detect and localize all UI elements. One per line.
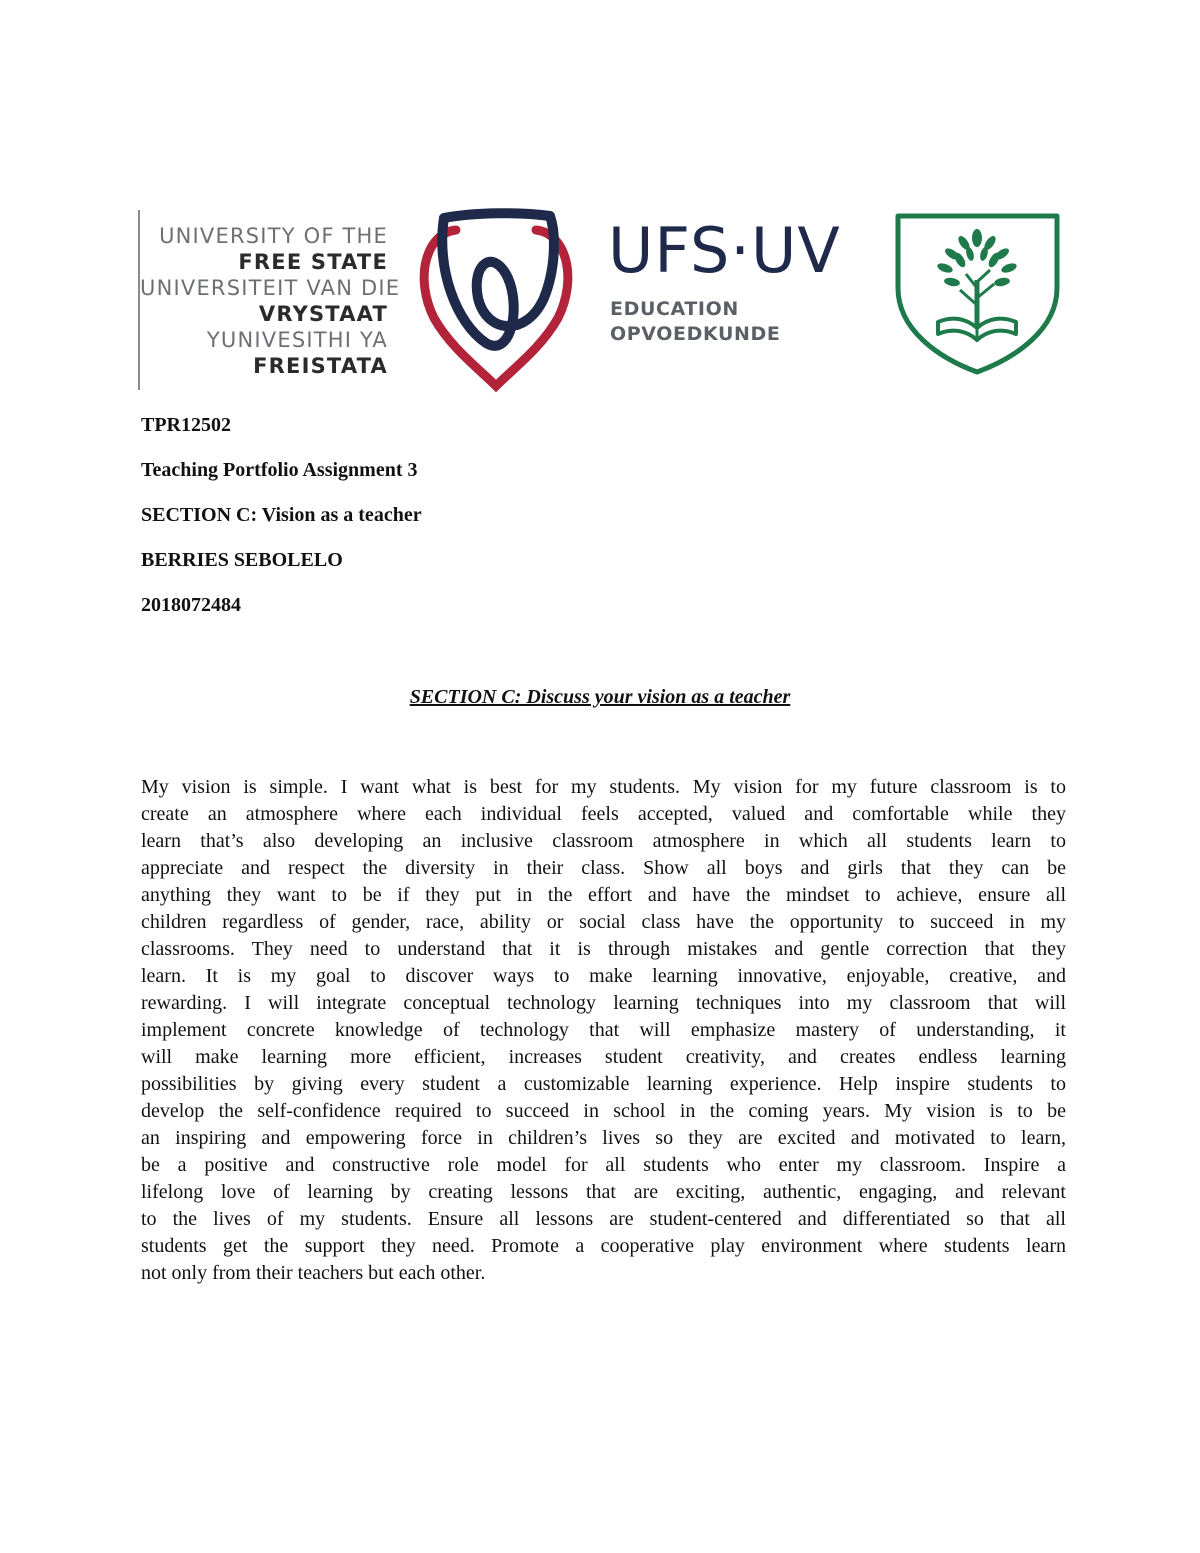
student-name: BERRIES SEBOLELO: [141, 549, 343, 571]
paragraph-line: classrooms. They need to understand that it is through mistakes and gentle correction that they: [141, 938, 1066, 960]
section-title: SECTION C: Vision as a teacher: [141, 504, 422, 526]
brand-name: UFS·UV: [608, 214, 841, 287]
paragraph-line: not only from their teachers but each other.: [141, 1262, 486, 1284]
paragraph-line: create an atmosphere where each individual feels accepted, valued and comfortable while they: [141, 803, 1066, 825]
university-name-line-3: UNIVERSITEIT VAN DIE: [140, 276, 401, 300]
paragraph-line: rewarding. I will integrate conceptual technology learning techniques into my classroom that will: [141, 992, 1066, 1014]
paragraph-line: be a positive and constructive role model for all students who enter my classroom. Inspire a: [141, 1154, 1066, 1176]
paragraph-line: implement concrete knowledge of technology that will emphasize mastery of understanding, it: [141, 1019, 1066, 1041]
paragraph-line: learn that’s also developing an inclusive classroom atmosphere in which all students learn to: [141, 830, 1066, 852]
university-name-line-6: FREISTATA: [253, 354, 388, 378]
paragraph-line: My vision is simple. I want what is best for my students. My vision for my future classroom is to: [141, 776, 1066, 798]
education-tree-shield-icon: [890, 210, 1065, 375]
essay-heading: SECTION C: Discuss your vision as a teacher: [409, 686, 791, 708]
assignment-title: Teaching Portfolio Assignment 3: [141, 459, 418, 481]
paragraph-line: children regardless of gender, race, ability or social class have the opportunity to succeed in my: [141, 911, 1066, 933]
paragraph-line: develop the self-confidence required to succeed in school in the coming years. My vision is to be: [141, 1100, 1066, 1122]
paragraph-line: students get the support they need. Promote a cooperative play environment where students learn: [141, 1235, 1066, 1257]
paragraph-line: will make learning more efficient, increases student creativity, and creates endless learning: [141, 1046, 1066, 1068]
university-name-line-1: UNIVERSITY OF THE: [159, 224, 388, 248]
paragraph-line: to the lives of my students. Ensure all lessons are student-centered and differentiated so that all: [141, 1208, 1066, 1230]
university-name-line-5: YUNIVESITHI YA: [206, 328, 388, 352]
faculty-name-afrikaans: OPVOEDKUNDE: [610, 323, 781, 345]
paragraph-line: learn. It is my goal to discover ways to make learning innovative, enjoyable, creative, and: [141, 965, 1066, 987]
header-logo-bar: [138, 208, 1068, 393]
essay-paragraph: [141, 774, 1066, 1287]
paragraph-line: an inspiring and empowering force in children’s lives so they are excited and motivated to learn,: [141, 1127, 1066, 1149]
university-name-block: [138, 210, 401, 390]
paragraph-line: anything they want to be if they put in the effort and have the mindset to achieve, ensure all: [141, 884, 1066, 906]
university-name-line-2: FREE STATE: [238, 250, 388, 274]
module-code: TPR12502: [141, 414, 231, 436]
ufs-heart-logo-icon: [416, 208, 576, 393]
faculty-name-english: EDUCATION: [610, 298, 739, 320]
paragraph-line: appreciate and respect the diversity in their class. Show all boys and girls that they can be: [141, 857, 1066, 879]
paragraph-line: lifelong love of learning by creating lessons that are exciting, authentic, engaging, and relevant: [141, 1181, 1066, 1203]
student-number: 2018072484: [141, 594, 241, 616]
paragraph-line: possibilities by giving every student a customizable learning experience. Help inspire students to: [141, 1073, 1066, 1095]
university-name-line-4: VRYSTAAT: [258, 302, 388, 326]
